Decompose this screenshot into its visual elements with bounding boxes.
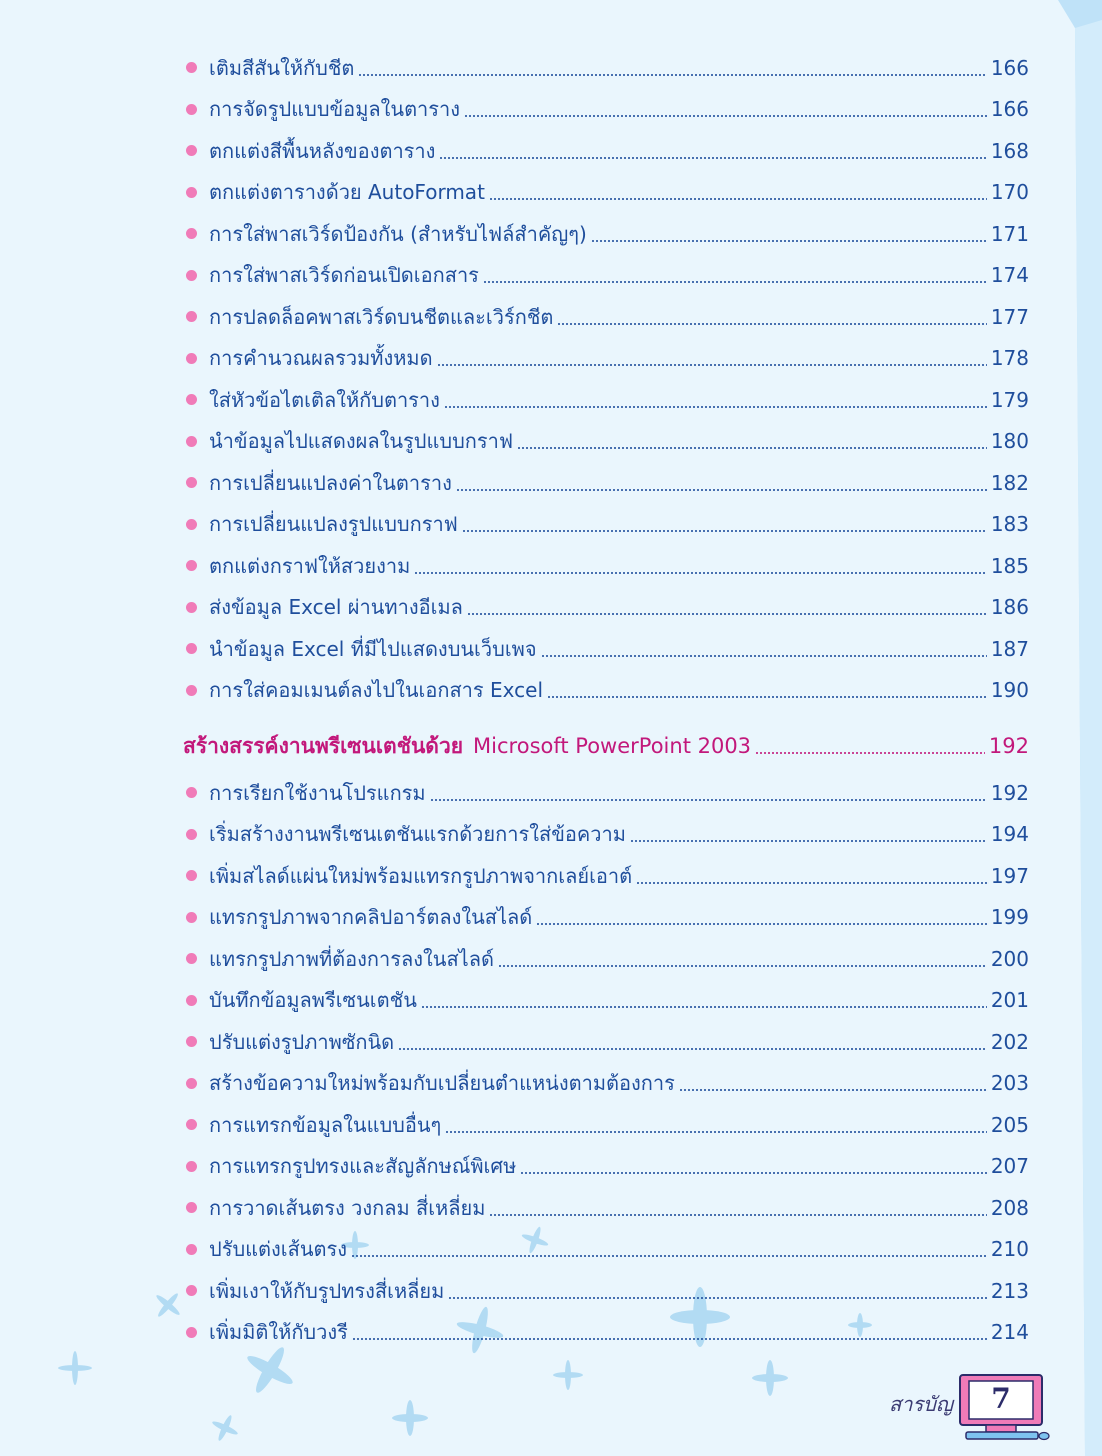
dot-leader [439,157,986,159]
page-number: 7 [991,1382,1011,1415]
toc-entry-title: สร้างข้อความใหม่พร้อมกับเปลี่ยนตำแหน่งตามต้องการ [209,1071,675,1096]
bullet-icon [186,829,197,840]
toc-entry-page: 166 [990,55,1029,80]
toc-entries-powerpoint [183,772,1029,1353]
table-of-contents [183,47,1029,1353]
dot-leader [437,364,987,366]
dot-leader [414,572,987,574]
toc-entry-page: 205 [990,1112,1029,1137]
toc-entry-title: การเปลี่ยนแปลงรูปแบบกราฟ [209,512,458,537]
bullet-icon [186,1161,197,1172]
bullet-icon [186,560,197,571]
toc-entry-title: การเปลี่ยนแปลงค่าในตาราง [209,470,452,495]
bullet-icon [186,643,197,654]
bullet-icon [186,1202,197,1213]
toc-entry-page: 197 [990,863,1029,888]
bullet-icon [186,787,197,798]
section-page-number: 192 [988,734,1029,758]
bullet-icon [186,1119,197,1130]
toc-entry[interactable] [183,1021,1029,1063]
toc-entry[interactable] [183,172,1029,214]
toc-entry-title: เพิ่มมิติให้กับวงรี [209,1320,348,1345]
toc-entry[interactable] [183,130,1029,172]
toc-entry-title: การเรียกใช้งานโปรแกรม [209,780,426,805]
toc-entry-page: 171 [990,221,1029,246]
toc-entry[interactable] [183,47,1029,89]
dot-leader [444,406,987,408]
toc-entry-title: การใส่พาสเวิร์ดก่อนเปิดเอกสาร [209,263,479,288]
dot-leader [557,323,986,325]
toc-entry-page: 203 [990,1071,1029,1096]
bullet-icon [186,394,197,405]
bullet-icon [186,228,197,239]
dot-leader [430,799,987,801]
toc-entry-page: 202 [990,1029,1029,1054]
dot-leader [591,240,987,242]
dot-leader [541,655,987,657]
toc-entry-page: 190 [990,678,1029,703]
toc-entry-title: ตกแต่งกราฟให้สวยงาม [209,553,411,578]
toc-entry-page: 183 [990,512,1029,537]
toc-entry-title: บันทึกข้อมูลพรีเซนเตชัน [209,988,417,1013]
toc-entry[interactable] [183,89,1029,131]
toc-entry-title: การใส่คอมเมนต์ลงไปในเอกสาร Excel [209,678,543,703]
toc-entry-title: การจัดรูปแบบข้อมูลในตาราง [209,97,461,122]
dot-leader [489,198,987,200]
toc-entry-page: 174 [990,263,1029,288]
toc-entry-page: 182 [990,470,1029,495]
toc-entry-title: นำข้อมูลไปแสดงผลในรูปแบบกราฟ [209,429,514,454]
toc-entry[interactable] [183,1187,1029,1229]
bullet-icon [186,953,197,964]
toc-entry-page: 166 [990,97,1029,122]
dot-leader [421,1006,987,1008]
bullet-icon [186,187,197,198]
toc-entry-page: 199 [990,905,1029,930]
bullet-icon [186,602,197,613]
toc-entry-page: 194 [990,822,1029,847]
bullet-icon [186,62,197,73]
toc-entry-page: 170 [990,180,1029,205]
dot-leader [398,1048,987,1050]
toc-entry-title: แทรกรูปภาพที่ต้องการลงในสไลด์ [209,946,494,971]
toc-entry[interactable] [183,1312,1029,1354]
toc-entry-page: 207 [990,1154,1029,1179]
toc-entry[interactable] [183,897,1029,939]
toc-entry-title: ตกแต่งตารางด้วย AutoFormat [209,180,485,205]
bullet-icon [186,1078,197,1089]
toc-entry-page: 185 [990,553,1029,578]
bullet-icon [186,145,197,156]
toc-entry-page: 180 [990,429,1029,454]
toc-entries-excel [183,47,1029,711]
dot-leader [636,882,987,884]
toc-entry-title: เริ่มสร้างงานพรีเซนเตชันแรกด้วยการใส่ข้อความ [209,822,626,847]
toc-entry-page: 187 [990,636,1029,661]
dot-leader [445,1131,987,1133]
toc-entry[interactable] [183,462,1029,504]
bullet-icon [186,1327,197,1338]
toc-entry-page: 208 [990,1195,1029,1220]
toc-entry[interactable] [183,628,1029,670]
toc-entry-page: 178 [990,346,1029,371]
dot-leader [520,1172,987,1174]
toc-entry-title: เพิ่มเงาให้กับรูปทรงสี่เหลี่ยม [209,1278,445,1303]
bullet-icon [186,477,197,488]
bullet-icon [186,685,197,696]
bullet-icon [186,1036,197,1047]
toc-entry-title: การใส่พาสเวิร์ดป้องกัน (สำหรับไฟล์สำคัญๆ) [209,221,587,246]
toc-entry[interactable] [183,670,1029,712]
toc-entry-title: การคำนวณผลรวมทั้งหมด [209,346,433,371]
toc-entry-title: การแทรกข้อมูลในแบบอื่นๆ [209,1112,442,1137]
toc-entry[interactable] [183,1229,1029,1271]
dot-leader [483,281,987,283]
toc-entry[interactable] [183,338,1029,380]
toc-entry-page: 201 [990,988,1029,1013]
bullet-icon [186,519,197,530]
toc-entry[interactable] [183,814,1029,856]
toc-entry[interactable] [183,545,1029,587]
bullet-icon [186,912,197,923]
toc-entry[interactable] [183,379,1029,421]
dot-leader [358,74,986,76]
dot-leader [464,115,987,117]
bullet-icon [186,311,197,322]
dot-leader [547,696,987,698]
toc-entry[interactable] [183,255,1029,297]
toc-entry[interactable] [183,980,1029,1022]
section-title-thai: สร้างสรรค์งานพรีเซนเตชันด้วย [183,733,464,758]
toc-entry-title: ส่งข้อมูล Excel ผ่านทางอีเมล [209,595,463,620]
section-title-english: Microsoft PowerPoint 2003 [473,734,752,758]
bullet-icon [186,1244,197,1255]
toc-entry[interactable] [183,855,1029,897]
toc-entry[interactable] [183,587,1029,629]
bullet-icon [186,1285,197,1296]
bullet-icon [186,436,197,447]
toc-entry[interactable] [183,1270,1029,1312]
toc-entry[interactable] [183,938,1029,980]
toc-entry[interactable] [183,1146,1029,1188]
bullet-icon [186,870,197,881]
bullet-icon [186,353,197,364]
toc-entry-title: การวาดเส้นตรง วงกลม สี่เหลี่ยม [209,1195,486,1220]
toc-entry[interactable] [183,1104,1029,1146]
toc-entry-page: 214 [990,1320,1029,1345]
dot-leader [352,1338,987,1340]
dot-leader [467,613,987,615]
dot-leader [448,1297,987,1299]
toc-entry-page: 200 [990,946,1029,971]
toc-entry-title: เติมสีสันให้กับชีต [209,55,355,80]
toc-entry-title: ใส่หัวข้อไตเติลให้กับตาราง [209,387,440,412]
dot-leader [462,530,987,532]
bullet-icon [186,270,197,281]
dot-leader [679,1089,987,1091]
bullet-icon [186,995,197,1006]
toc-entry[interactable] [183,772,1029,814]
toc-entry-title: การแทรกรูปทรงและสัญลักษณ์พิเศษ [209,1154,517,1179]
toc-entry[interactable] [183,421,1029,463]
toc-entry-title: การปลดล็อคพาสเวิร์ดบนชีตและเวิร์กชีต [209,304,554,329]
dot-leader [351,1255,987,1257]
toc-entry-title: ตกแต่งสีพื้นหลังของตาราง [209,138,436,163]
footer-label: สารบัญ [889,1392,953,1416]
toc-entry-page: 192 [990,780,1029,805]
toc-entry[interactable] [183,504,1029,546]
dot-leader [498,965,987,967]
toc-entry-title: ปรับแต่งเส้นตรง [209,1237,347,1262]
toc-entry[interactable] [183,1063,1029,1105]
bullet-icon [186,104,197,115]
dot-leader [536,923,987,925]
toc-entry-title: แทรกรูปภาพจากคลิปอาร์ตลงในสไลด์ [209,905,533,930]
toc-entry-page: 179 [990,387,1029,412]
toc-entry-page: 177 [990,304,1029,329]
toc-entry-page: 186 [990,595,1029,620]
toc-entry-title: ปรับแต่งรูปภาพซักนิด [209,1029,395,1054]
toc-entry-title: นำข้อมูล Excel ที่มีไปแสดงบนเว็บเพจ [209,636,537,661]
toc-entry[interactable] [183,213,1029,255]
dot-leader [755,752,985,754]
dot-leader [456,489,987,491]
toc-entry-page: 168 [990,138,1029,163]
dot-leader [489,1214,986,1216]
toc-entry-page: 213 [990,1278,1029,1303]
toc-entry-page: 210 [990,1237,1029,1262]
dot-leader [517,447,987,449]
dot-leader [630,840,987,842]
toc-entry[interactable] [183,296,1029,338]
toc-entry-title: เพิ่มสไลด์แผ่นใหม่พร้อมแทรกรูปภาพจากเลย์เอาต์ [209,863,633,888]
section-heading-powerpoint[interactable] [183,720,1029,772]
